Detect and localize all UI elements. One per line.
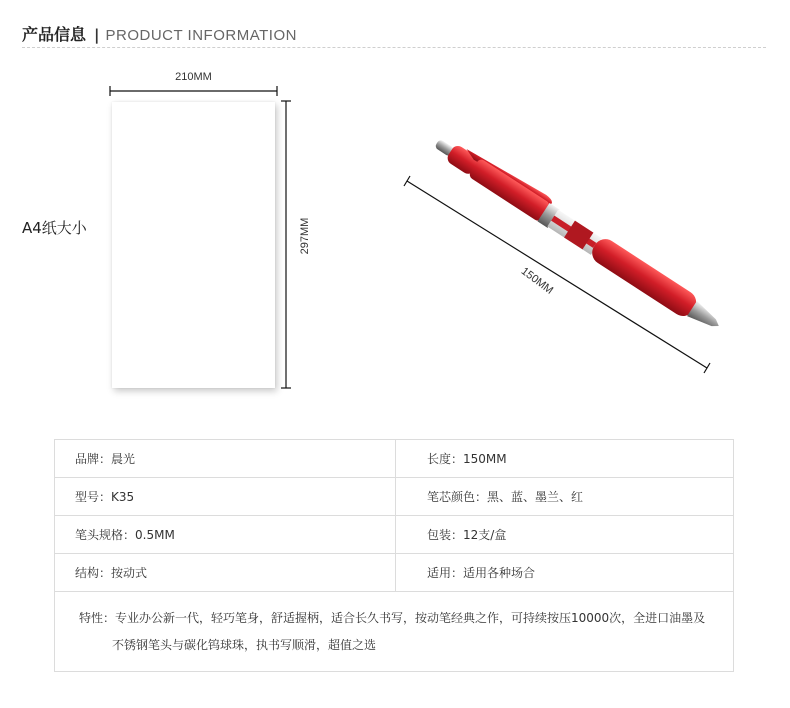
spec-structure: 结构：按动式 [55, 554, 396, 592]
spec-table [54, 439, 734, 672]
spec-brand: 品牌：晨光 [55, 440, 396, 478]
section-title-cn: 产品信息 [22, 25, 87, 44]
spec-packaging: 包装：12支/盒 [396, 516, 734, 554]
paper-height-label: 297MM [299, 217, 311, 255]
spec-row [55, 516, 734, 554]
spec-length: 长度：150MM [396, 440, 734, 478]
paper-size-label: A4纸大小 [22, 219, 87, 237]
pen-length-label: 150MM [518, 265, 556, 297]
feature-text-line2: 不锈钢笔头与碳化钨球珠，执书写顺滑，超值之选 [112, 637, 377, 652]
spec-row [55, 440, 734, 478]
feature-text-line1: 特性：专业办公新一代，轻巧笔身，舒适握柄，适合长久书写，按动笔经典之作，可持续按压10000次，全进口油墨及 [79, 610, 706, 625]
pen-length-dimension-line [404, 176, 710, 373]
title-separator: | [94, 26, 100, 44]
pen-upper-barrel [468, 158, 551, 223]
spec-row [55, 554, 734, 592]
paper-width-dimension-line [110, 86, 277, 96]
spec-row [55, 478, 734, 516]
gel-pen-illustration [430, 130, 728, 337]
spec-row-features [55, 592, 734, 672]
spec-model: 型号：K35 [55, 478, 396, 516]
paper-height-dimension-line [281, 101, 291, 388]
spec-usage: 适用：适用各种场合 [396, 554, 734, 592]
pen-grip [588, 234, 701, 320]
paper-width-label: 210MM [175, 71, 212, 83]
spec-features [55, 592, 734, 672]
spec-tip-size: 笔头规格：0.5MM [55, 516, 396, 554]
section-title-en: PRODUCT INFORMATION [105, 27, 297, 44]
spec-ink-colors: 笔芯颜色：黑、蓝、墨兰、红 [396, 478, 734, 516]
